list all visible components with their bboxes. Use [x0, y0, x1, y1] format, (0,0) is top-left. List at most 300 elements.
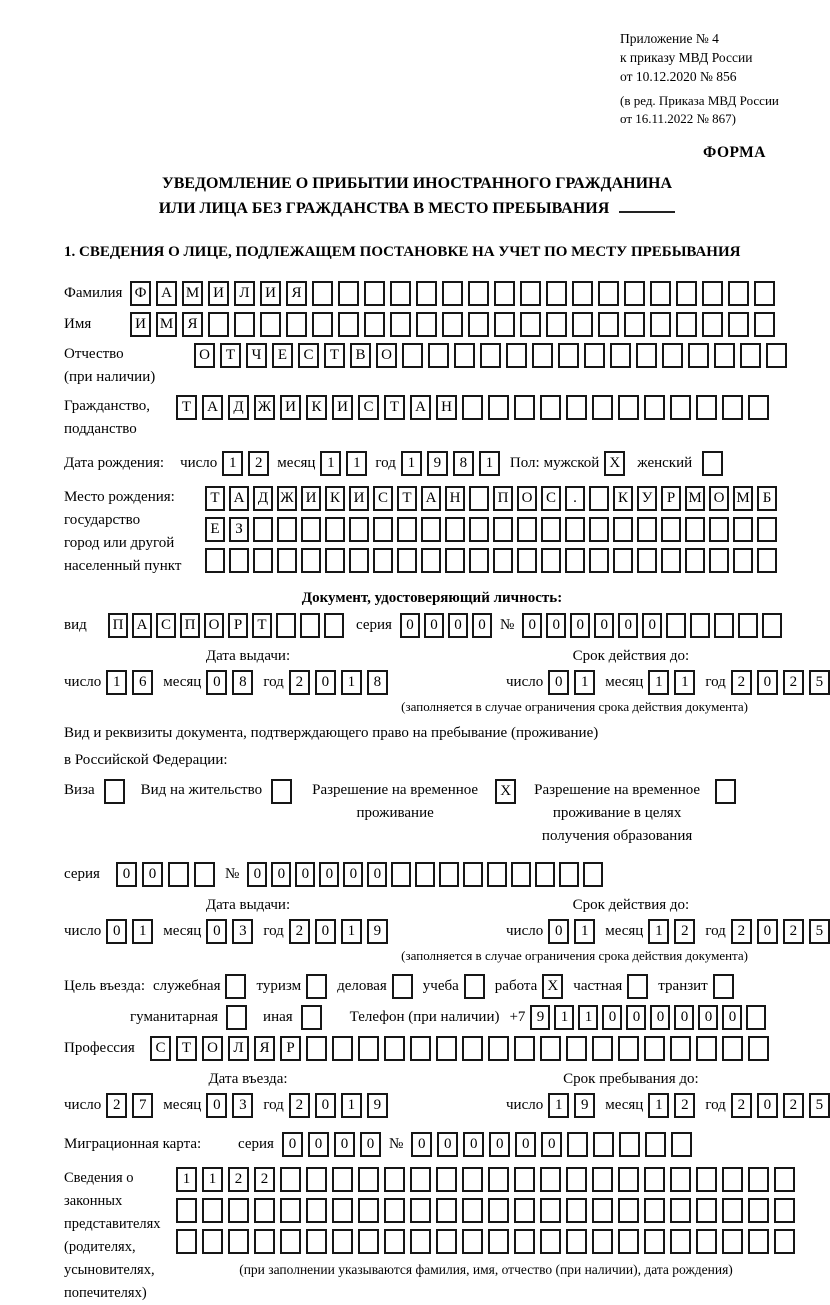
form-cell[interactable] [558, 343, 579, 368]
form-cell[interactable] [325, 517, 345, 542]
form-cell[interactable]: 0 [411, 1132, 432, 1157]
form-cell[interactable]: 1 [106, 670, 127, 695]
form-cell[interactable] [517, 548, 537, 573]
form-cell[interactable]: 0 [757, 919, 778, 944]
form-cell[interactable] [493, 548, 513, 573]
form-cell[interactable] [228, 1229, 249, 1254]
form-cell[interactable] [624, 312, 645, 337]
form-cell[interactable] [644, 395, 665, 420]
form-cell[interactable] [618, 1036, 639, 1061]
form-cell[interactable] [740, 343, 761, 368]
residence-permit-checkbox[interactable] [271, 779, 292, 804]
form-cell[interactable] [644, 1229, 665, 1254]
form-cell[interactable]: 1 [574, 670, 595, 695]
purpose-tourism-checkbox[interactable] [306, 974, 327, 999]
form-cell[interactable] [480, 343, 501, 368]
purpose-other-checkbox[interactable] [301, 1005, 322, 1030]
form-cell[interactable] [391, 862, 411, 887]
form-cell[interactable] [540, 1198, 561, 1223]
form-cell[interactable] [168, 862, 189, 887]
form-cell[interactable] [312, 281, 333, 306]
form-cell[interactable] [469, 548, 489, 573]
form-cell[interactable] [670, 1036, 691, 1061]
form-cell[interactable] [301, 548, 321, 573]
form-cell[interactable] [384, 1198, 405, 1223]
form-cell[interactable]: 0 [602, 1005, 622, 1030]
form-cell[interactable]: Я [254, 1036, 275, 1061]
form-cell[interactable]: 1 [346, 451, 367, 476]
form-cell[interactable]: 0 [247, 862, 267, 887]
form-cell[interactable] [194, 862, 215, 887]
form-cell[interactable] [540, 1229, 561, 1254]
form-cell[interactable] [624, 281, 645, 306]
form-cell[interactable]: 0 [448, 613, 468, 638]
temp-residence-checkbox[interactable]: X [495, 779, 516, 804]
form-cell[interactable] [766, 343, 787, 368]
form-cell[interactable] [541, 517, 561, 542]
form-cell[interactable]: 1 [554, 1005, 574, 1030]
form-cell[interactable]: Л [234, 281, 255, 306]
sex-male-checkbox[interactable]: X [604, 451, 625, 476]
form-cell[interactable]: 0 [116, 862, 137, 887]
form-cell[interactable]: 5 [809, 1093, 830, 1118]
form-cell[interactable] [468, 312, 489, 337]
form-cell[interactable] [613, 517, 633, 542]
form-cell[interactable] [671, 1132, 692, 1157]
form-cell[interactable]: С [373, 486, 393, 511]
form-cell[interactable]: 2 [783, 670, 804, 695]
form-cell[interactable]: 2 [248, 451, 269, 476]
form-cell[interactable] [583, 862, 603, 887]
form-cell[interactable]: 1 [132, 919, 153, 944]
form-cell[interactable] [280, 1198, 301, 1223]
form-cell[interactable] [748, 1229, 769, 1254]
form-cell[interactable]: И [332, 395, 353, 420]
form-cell[interactable]: И [130, 312, 151, 337]
form-cell[interactable]: Р [280, 1036, 301, 1061]
purpose-transit-checkbox[interactable] [713, 974, 734, 999]
form-cell[interactable] [540, 395, 561, 420]
form-cell[interactable]: И [280, 395, 301, 420]
form-cell[interactable]: 1 [222, 451, 243, 476]
form-cell[interactable] [373, 517, 393, 542]
form-cell[interactable] [589, 486, 609, 511]
form-cell[interactable] [670, 1198, 691, 1223]
form-cell[interactable]: 3 [232, 1093, 253, 1118]
form-cell[interactable] [619, 1132, 640, 1157]
form-cell[interactable] [572, 312, 593, 337]
form-cell[interactable] [566, 1198, 587, 1223]
form-cell[interactable] [488, 1198, 509, 1223]
form-cell[interactable] [416, 281, 437, 306]
form-cell[interactable]: 7 [132, 1093, 153, 1118]
form-cell[interactable]: 1 [648, 919, 669, 944]
form-cell[interactable] [618, 1167, 639, 1192]
form-cell[interactable] [598, 312, 619, 337]
form-cell[interactable] [520, 312, 541, 337]
form-cell[interactable] [306, 1229, 327, 1254]
form-cell[interactable]: 0 [367, 862, 387, 887]
form-cell[interactable] [442, 281, 463, 306]
form-cell[interactable]: 2 [106, 1093, 127, 1118]
form-cell[interactable]: 1 [648, 1093, 669, 1118]
form-cell[interactable] [670, 395, 691, 420]
form-cell[interactable]: 2 [228, 1167, 249, 1192]
form-cell[interactable]: 1 [648, 670, 669, 695]
form-cell[interactable]: Ж [277, 486, 297, 511]
form-cell[interactable]: И [301, 486, 321, 511]
form-cell[interactable] [733, 548, 753, 573]
form-cell[interactable] [696, 1036, 717, 1061]
form-cell[interactable]: М [733, 486, 753, 511]
form-cell[interactable] [306, 1036, 327, 1061]
form-cell[interactable] [592, 395, 613, 420]
form-cell[interactable]: Т [176, 395, 197, 420]
form-cell[interactable] [373, 548, 393, 573]
form-cell[interactable]: 0 [106, 919, 127, 944]
form-cell[interactable]: О [202, 1036, 223, 1061]
form-cell[interactable] [532, 343, 553, 368]
form-cell[interactable]: 0 [315, 919, 336, 944]
form-cell[interactable]: 0 [757, 1093, 778, 1118]
form-cell[interactable] [514, 1198, 535, 1223]
form-cell[interactable] [540, 1036, 561, 1061]
form-cell[interactable] [709, 548, 729, 573]
form-cell[interactable]: 2 [289, 919, 310, 944]
form-cell[interactable] [439, 862, 459, 887]
form-cell[interactable] [280, 1167, 301, 1192]
form-cell[interactable] [566, 1036, 587, 1061]
form-cell[interactable] [234, 312, 255, 337]
form-cell[interactable] [410, 1229, 431, 1254]
form-cell[interactable]: 0 [642, 613, 662, 638]
form-cell[interactable] [566, 395, 587, 420]
form-cell[interactable] [613, 548, 633, 573]
form-cell[interactable] [714, 343, 735, 368]
form-cell[interactable] [666, 613, 686, 638]
form-cell[interactable] [338, 281, 359, 306]
form-cell[interactable] [349, 548, 369, 573]
form-cell[interactable]: Р [661, 486, 681, 511]
form-cell[interactable] [722, 1229, 743, 1254]
form-cell[interactable] [592, 1198, 613, 1223]
form-cell[interactable] [559, 862, 579, 887]
form-cell[interactable]: 0 [282, 1132, 303, 1157]
form-cell[interactable] [462, 1198, 483, 1223]
form-cell[interactable]: А [132, 613, 152, 638]
form-cell[interactable]: Д [228, 395, 249, 420]
form-cell[interactable] [332, 1036, 353, 1061]
form-cell[interactable] [546, 312, 567, 337]
form-cell[interactable]: 0 [650, 1005, 670, 1030]
form-cell[interactable] [757, 517, 777, 542]
form-cell[interactable] [397, 548, 417, 573]
form-cell[interactable] [733, 517, 753, 542]
purpose-work-checkbox[interactable]: X [542, 974, 563, 999]
form-cell[interactable] [384, 1229, 405, 1254]
form-cell[interactable] [661, 517, 681, 542]
form-cell[interactable] [645, 1132, 666, 1157]
form-cell[interactable]: 0 [308, 1132, 329, 1157]
form-cell[interactable]: В [350, 343, 371, 368]
form-cell[interactable] [618, 395, 639, 420]
form-cell[interactable]: Т [205, 486, 225, 511]
form-cell[interactable] [436, 1198, 457, 1223]
form-cell[interactable]: 0 [594, 613, 614, 638]
form-cell[interactable] [462, 1229, 483, 1254]
purpose-official-checkbox[interactable] [225, 974, 246, 999]
form-cell[interactable] [358, 1036, 379, 1061]
form-cell[interactable]: 0 [548, 670, 569, 695]
form-cell[interactable] [277, 517, 297, 542]
form-cell[interactable]: А [421, 486, 441, 511]
form-cell[interactable] [384, 1036, 405, 1061]
form-cell[interactable]: С [541, 486, 561, 511]
form-cell[interactable]: 0 [674, 1005, 694, 1030]
form-cell[interactable] [332, 1198, 353, 1223]
form-cell[interactable] [390, 281, 411, 306]
form-cell[interactable] [565, 517, 585, 542]
form-cell[interactable] [300, 613, 320, 638]
form-cell[interactable] [566, 1229, 587, 1254]
form-cell[interactable] [364, 312, 385, 337]
form-cell[interactable] [774, 1167, 795, 1192]
form-cell[interactable]: Д [253, 486, 273, 511]
form-cell[interactable]: 9 [574, 1093, 595, 1118]
form-cell[interactable] [254, 1229, 275, 1254]
education-residence-checkbox[interactable] [715, 779, 736, 804]
form-cell[interactable] [754, 312, 775, 337]
form-cell[interactable] [644, 1167, 665, 1192]
form-cell[interactable] [592, 1036, 613, 1061]
form-cell[interactable] [306, 1167, 327, 1192]
form-cell[interactable]: К [325, 486, 345, 511]
form-cell[interactable]: Л [228, 1036, 249, 1061]
form-cell[interactable]: 1 [574, 919, 595, 944]
form-cell[interactable] [358, 1167, 379, 1192]
form-cell[interactable] [676, 312, 697, 337]
form-cell[interactable]: 1 [320, 451, 341, 476]
form-cell[interactable] [415, 862, 435, 887]
form-cell[interactable]: 0 [489, 1132, 510, 1157]
form-cell[interactable]: У [637, 486, 657, 511]
form-cell[interactable] [566, 1167, 587, 1192]
form-cell[interactable] [589, 548, 609, 573]
form-cell[interactable]: 0 [206, 670, 227, 695]
form-cell[interactable]: 0 [626, 1005, 646, 1030]
form-cell[interactable] [229, 548, 249, 573]
form-cell[interactable]: 0 [343, 862, 363, 887]
form-cell[interactable] [276, 613, 296, 638]
form-cell[interactable]: И [349, 486, 369, 511]
form-cell[interactable]: 2 [731, 670, 752, 695]
form-cell[interactable]: Н [445, 486, 465, 511]
form-cell[interactable] [592, 1229, 613, 1254]
form-cell[interactable] [325, 548, 345, 573]
form-cell[interactable] [176, 1229, 197, 1254]
form-cell[interactable]: 0 [618, 613, 638, 638]
form-cell[interactable] [722, 1036, 743, 1061]
form-cell[interactable] [463, 862, 483, 887]
form-cell[interactable] [685, 517, 705, 542]
form-cell[interactable] [696, 395, 717, 420]
form-cell[interactable]: 0 [722, 1005, 742, 1030]
form-cell[interactable]: 9 [367, 1093, 388, 1118]
form-cell[interactable] [748, 395, 769, 420]
form-cell[interactable]: Р [228, 613, 248, 638]
form-cell[interactable] [358, 1229, 379, 1254]
form-cell[interactable] [410, 1036, 431, 1061]
form-cell[interactable] [650, 281, 671, 306]
form-cell[interactable] [358, 1198, 379, 1223]
form-cell[interactable]: . [565, 486, 585, 511]
form-cell[interactable] [469, 517, 489, 542]
form-cell[interactable] [709, 517, 729, 542]
form-cell[interactable] [462, 395, 483, 420]
form-cell[interactable] [696, 1198, 717, 1223]
form-cell[interactable] [442, 312, 463, 337]
form-cell[interactable]: А [202, 395, 223, 420]
form-cell[interactable] [421, 548, 441, 573]
form-cell[interactable]: 8 [367, 670, 388, 695]
form-cell[interactable] [670, 1229, 691, 1254]
form-cell[interactable] [390, 312, 411, 337]
form-cell[interactable] [332, 1167, 353, 1192]
form-cell[interactable] [676, 281, 697, 306]
form-cell[interactable] [690, 613, 710, 638]
form-cell[interactable]: 0 [271, 862, 291, 887]
form-cell[interactable]: М [182, 281, 203, 306]
form-cell[interactable] [661, 548, 681, 573]
purpose-humanitarian-checkbox[interactable] [226, 1005, 247, 1030]
form-cell[interactable] [728, 281, 749, 306]
form-cell[interactable]: Т [324, 343, 345, 368]
form-cell[interactable] [514, 395, 535, 420]
form-cell[interactable]: М [156, 312, 177, 337]
form-cell[interactable]: 0 [424, 613, 444, 638]
form-cell[interactable] [488, 1229, 509, 1254]
form-cell[interactable] [754, 281, 775, 306]
form-cell[interactable]: 0 [515, 1132, 536, 1157]
form-cell[interactable] [644, 1198, 665, 1223]
form-cell[interactable] [592, 1167, 613, 1192]
form-cell[interactable] [593, 1132, 614, 1157]
form-cell[interactable]: 0 [437, 1132, 458, 1157]
form-cell[interactable] [338, 312, 359, 337]
form-cell[interactable]: 0 [546, 613, 566, 638]
form-cell[interactable]: О [204, 613, 224, 638]
form-cell[interactable] [762, 613, 782, 638]
form-cell[interactable]: О [376, 343, 397, 368]
form-cell[interactable] [416, 312, 437, 337]
form-cell[interactable] [228, 1198, 249, 1223]
form-cell[interactable]: 2 [289, 1093, 310, 1118]
form-cell[interactable] [565, 548, 585, 573]
form-cell[interactable] [644, 1036, 665, 1061]
form-cell[interactable]: Б [757, 486, 777, 511]
form-cell[interactable]: 1 [578, 1005, 598, 1030]
form-cell[interactable]: О [709, 486, 729, 511]
form-cell[interactable] [468, 281, 489, 306]
form-cell[interactable] [487, 862, 507, 887]
form-cell[interactable]: 9 [530, 1005, 550, 1030]
form-cell[interactable] [511, 862, 531, 887]
form-cell[interactable] [494, 281, 515, 306]
form-cell[interactable]: 0 [315, 670, 336, 695]
form-cell[interactable] [253, 517, 273, 542]
form-cell[interactable]: К [306, 395, 327, 420]
form-cell[interactable] [610, 343, 631, 368]
form-cell[interactable]: 0 [522, 613, 542, 638]
form-cell[interactable] [662, 343, 683, 368]
form-cell[interactable] [306, 1198, 327, 1223]
form-cell[interactable] [670, 1167, 691, 1192]
form-cell[interactable] [584, 343, 605, 368]
form-cell[interactable]: 1 [548, 1093, 569, 1118]
form-cell[interactable] [397, 517, 417, 542]
form-cell[interactable]: 1 [176, 1167, 197, 1192]
form-cell[interactable]: 0 [463, 1132, 484, 1157]
form-cell[interactable]: 0 [472, 613, 492, 638]
form-cell[interactable] [364, 281, 385, 306]
form-cell[interactable] [636, 343, 657, 368]
form-cell[interactable]: Е [205, 517, 225, 542]
form-cell[interactable]: 9 [367, 919, 388, 944]
form-cell[interactable]: 2 [731, 1093, 752, 1118]
form-cell[interactable] [301, 517, 321, 542]
form-cell[interactable]: А [156, 281, 177, 306]
form-cell[interactable]: 0 [360, 1132, 381, 1157]
form-cell[interactable]: Я [286, 281, 307, 306]
visa-checkbox[interactable] [104, 779, 125, 804]
form-cell[interactable] [748, 1036, 769, 1061]
form-cell[interactable] [514, 1036, 535, 1061]
form-cell[interactable] [589, 517, 609, 542]
form-cell[interactable]: 0 [315, 1093, 336, 1118]
form-cell[interactable] [488, 395, 509, 420]
form-cell[interactable]: 0 [295, 862, 315, 887]
form-cell[interactable]: 2 [289, 670, 310, 695]
form-cell[interactable]: О [517, 486, 537, 511]
form-cell[interactable]: С [156, 613, 176, 638]
form-cell[interactable] [332, 1229, 353, 1254]
form-cell[interactable]: П [180, 613, 200, 638]
form-cell[interactable] [567, 1132, 588, 1157]
form-cell[interactable]: 0 [334, 1132, 355, 1157]
form-cell[interactable] [254, 1198, 275, 1223]
form-cell[interactable] [746, 1005, 766, 1030]
form-cell[interactable]: Т [252, 613, 272, 638]
form-cell[interactable] [738, 613, 758, 638]
form-cell[interactable] [514, 1229, 535, 1254]
form-cell[interactable]: Е [272, 343, 293, 368]
form-cell[interactable] [757, 548, 777, 573]
form-cell[interactable] [637, 517, 657, 542]
purpose-business-checkbox[interactable] [392, 974, 413, 999]
form-cell[interactable] [685, 548, 705, 573]
form-cell[interactable]: Т [397, 486, 417, 511]
form-cell[interactable] [774, 1229, 795, 1254]
form-cell[interactable] [541, 548, 561, 573]
form-cell[interactable]: С [358, 395, 379, 420]
form-cell[interactable] [572, 281, 593, 306]
form-cell[interactable] [349, 517, 369, 542]
form-cell[interactable] [488, 1167, 509, 1192]
form-cell[interactable]: 2 [254, 1167, 275, 1192]
form-cell[interactable]: П [493, 486, 513, 511]
form-cell[interactable] [454, 343, 475, 368]
form-cell[interactable]: 0 [206, 919, 227, 944]
